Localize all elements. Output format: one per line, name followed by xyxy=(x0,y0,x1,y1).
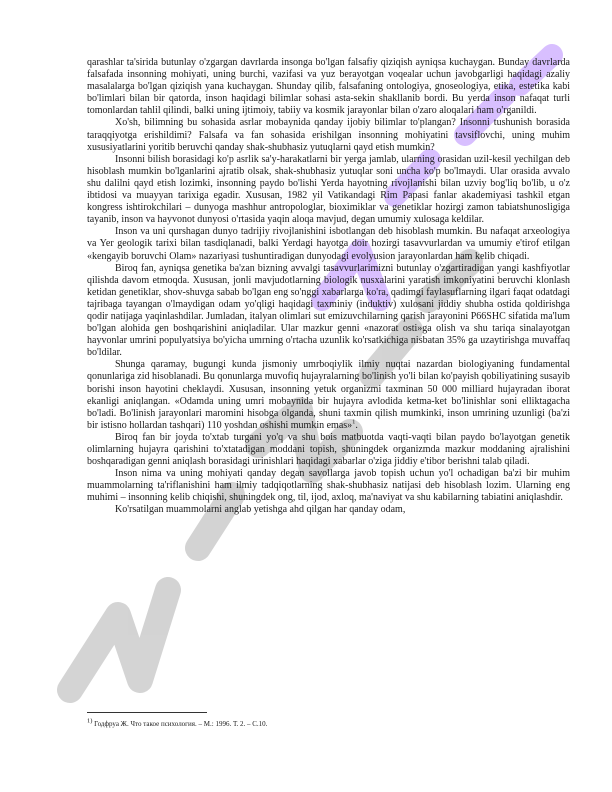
paragraph-text: Biroq fan, ayniqsa genetika ba'zan bizning avvalgi tasavvurlarimizni butunlay o'zgartiradigan yangi kashfiyotlar qilishda davom etmoqda. Xususan, jonli mavjudotlarning biologik nusxalarini yaratish imkoniyatini beruvchi klonlash ketidan genetiklar, shov-shuvga sabab bo'lgan eng so'nggi xabarlarga ko'ra, qadimgi faylasuflarning ilgari faqat odatdagi tajribaga tayangan o'lmaydigan odam yo'qligi haqidagi taxminiy (induktiv) xulosani jiddiy shubha ostida qoldirishga qodir natijaga yaqinlashdilar. Jumladan, italyan olimlari sut emizuvchilarning qarish jarayonini P66SHC sifatida ma'lum bo'lgan alohida gen boshqarishini aniqladilar. Ular mazkur genni «nazorat osti»ga olish va shu tariqa sinalayotgan hayvonlar umrini populyatsiya bo'yicha umrning o'rtacha uzunlik ko'rsatkichiga nisbatan 35% ga uzaytirishga muvaffaq bo'ldilar. xyxy=(87,262,570,359)
paragraph-text: Shunga qaramay, bugungi kunda jismoniy umrboqiylik ilmiy nuqtai nazardan biologiyaning fundamental qonunlariga zid hisoblanadi. Bu qonunlarga muvofiq hujayralarning bo'linish yo'li bilan ko'payish qobiliyatining susayib borishi inson hayotini cheklaydi. Xususan, insonning yetuk organizmi taxminan 50 000 milliard hujayradan iborat ekanligi aniqlangan. «Odamda uning umri mobaynida bir hujayra avlodida ketma-ket bo'linishlar soni elliktagacha bo'ladi. Bo'linish jarayonlari maromini hisobga olganda, shuni taxmin qilish mumkinki, inson umrining uzunligi (ba'zi bir istisno hollardan tashqari) 110 yoshdan oshishi mumkin emas» xyxy=(87,359,570,431)
footnote xyxy=(87,717,570,729)
paragraph xyxy=(87,468,570,504)
paragraph-text: Biroq fan bir joyda to'xtab turgani yo'q va shu bois matbuotda vaqti-vaqti bilan paydo bo'layotgan genetik olimlarning hujayra qarishini to'xtatadigan moddani topish, shuningdek organizmda mazkur moddaning ajralishini boshqaradigan genni aniqlash borasidagi urinishlari haqidagi xabarlar o'ziga jiddiy e'tibor berishni talab qiladi. xyxy=(87,431,570,468)
document-body xyxy=(87,57,570,517)
paragraph-text: Inson nima va uning mohiyati qanday degan savollarga javob topish uchun yo'l ochadigan ba'zi bir muhim muammolarning ta'riflanishini ham ilmiy tadqiqotlarning shak-shubhasiz natijasi deb hisoblash lozim. Ularning eng muhimi – insonning kelib chiqishi, shuningdek ong, til, ijod, axloq, ma'naviyat va shu kabilarning tabiatini aniqlashdir. xyxy=(87,468,570,504)
paragraph-text: Insonni bilish borasidagi ko'p asrlik sa'y-harakatlarni bir yerga jamlab, ularning orasidan uzil-kesil yechilgan deb hisoblash mumkin bo'lganlarini ajratib olsak, shak-shubhasiz yutuqlar soni uncha ko'p bo'lmaydi. Ular orasida avvalo shu dalilni qayd etish lozimki, insonning paydo bo'lishi Yerda hayotning rivojlanishi bilan uzviy bog'liq bo'lib, u o'z ibtidosi va muayyan tarixiga egadir. Xususan, 1982 yil Vatikandagi Rim Papasi fanlar akademiyasi tashkil etgan kongress ishtirokchilari – dunyoga mashhur antropologlar, bioximiklar va genetiklar hozirgi zamon tabiatshunosligiga tayanib, inson va hayvonot dunyosi o'rtasida yaqin aloqa mavjud, degan umumiy xulosaga keldilar. xyxy=(87,153,570,226)
paragraph xyxy=(87,504,570,516)
paragraph xyxy=(87,359,570,432)
footnote-text: Годфруа Ж. Что такое психология. – М.: 1996. Т. 2. – С.10. xyxy=(92,720,268,728)
paragraph-tail: . xyxy=(355,419,358,431)
paragraph xyxy=(87,57,570,117)
paragraph xyxy=(87,117,570,153)
paragraph-text: Ko'rsatilgan muammolarni anglab yetishga ahd qilgan har qanday odam, xyxy=(115,504,406,516)
paragraph xyxy=(87,226,570,262)
paragraph-text: qarashlar ta'sirida butunlay o'zgargan davrlarda insonga bo'lgan falsafiy qiziqish ayniqsa kuchaygan. Bunday davrlarda falsafada insonning mohiyati, uning burchi, vazifasi va yuz berayotgan voqealar uchun javobgarligi haqidagi azaliy masalalarga bo'lgan qiziqish yana kuchaygan. Shunday qilib, falsafaning ontologiya, gnoseologiya, etika, estetika kabi bo'limlari bilan bir qatorda, inson haqidagi bilimlar sohasi asta-sekin shakllanib bordi. Bu yerda inson nafaqat turli tomonlardan tahlil qilindi, balki uning ijtimoiy, tabiiy va kosmik jarayonlar bilan o'zaro aloqalari ham o'rganildi. xyxy=(87,57,570,117)
paragraph-text: Xo'sh, bilimning bu sohasida asrlar mobaynida qanday ijobiy bilimlar to'plangan? Insonni tushunish borasida taraqqiyotga erishildimi? Falsafa va fan sohasida erishilgan insonning mohiyatini tavsiflovchi, uning muhim xususiyatlarini yoritib beruvchi qanday shak-shubhasiz yutuqlarni qayd etish mumkin? xyxy=(87,117,570,153)
footnote-separator xyxy=(87,712,207,713)
paragraph-text: Inson va uni qurshagan dunyo tadrijiy rivojlanishini isbotlangan deb hisoblash mumkin. Bu nafaqat arxeologiya va Yer geologik tarixi bilan tasdiqlanadi, balki Yerdagi hayotga doir hozirgi tasavvurlardan va umumiy e'tirof etilgan «kengayib boruvchi Olam» nazariyasi tushuntiradigan dunyodagi evolyusion jarayonlardan ham kelib chiqadi. xyxy=(87,226,570,262)
paragraph xyxy=(87,154,570,227)
paragraph xyxy=(87,263,570,360)
paragraph xyxy=(87,432,570,468)
footnote-mark: 1) xyxy=(87,717,93,725)
footnote-reference: 1 xyxy=(352,418,356,426)
